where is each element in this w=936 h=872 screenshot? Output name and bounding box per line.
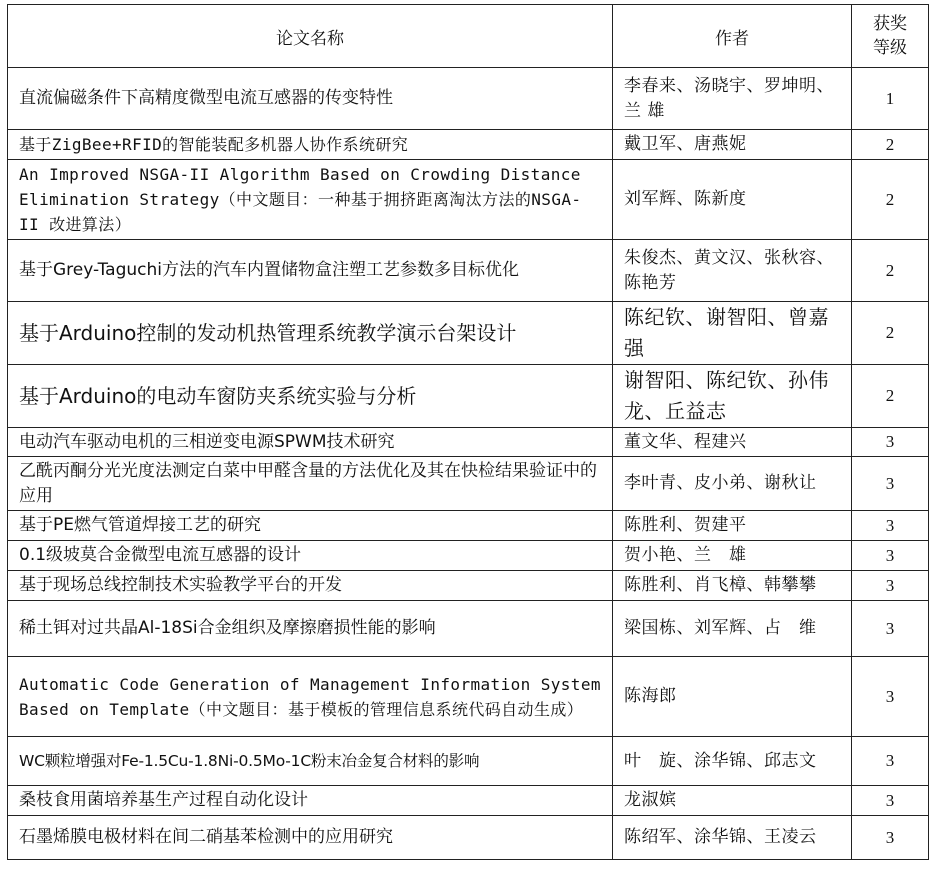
paper-authors: 董文华、程建兴 (613, 428, 852, 457)
paper-title: 基于PE燃气管道焊接工艺的研究 (8, 511, 613, 541)
paper-grade: 3 (852, 737, 929, 786)
table-row (8, 302, 929, 365)
paper-title: 基于Arduino的电动车窗防夹系统实验与分析 (8, 365, 613, 428)
table-row (8, 737, 929, 786)
paper-authors: 谢智阳、陈纪钦、孙伟龙、丘益志 (613, 365, 852, 428)
table-row (8, 786, 929, 816)
paper-authors: 龙淑嫔 (613, 786, 852, 816)
paper-grade: 2 (852, 302, 929, 365)
table-row (8, 160, 929, 240)
table-row (8, 657, 929, 737)
paper-authors: 朱俊杰、黄文汉、张秋容、陈艳芳 (613, 240, 852, 302)
paper-grade: 3 (852, 541, 929, 571)
paper-grade: 2 (852, 365, 929, 428)
paper-grade: 3 (852, 428, 929, 457)
table-row (8, 816, 929, 860)
paper-title: 基于Grey-Taguchi方法的汽车内置储物盒注塑工艺参数多目标优化 (8, 240, 613, 302)
paper-title: 0.1级坡莫合金微型电流互感器的设计 (8, 541, 613, 571)
paper-title: 乙酰丙酮分光光度法测定白菜中甲醛含量的方法优化及其在快检结果验证中的应用 (8, 457, 613, 511)
paper-grade: 1 (852, 68, 929, 130)
paper-grade: 3 (852, 571, 929, 601)
paper-grade: 3 (852, 816, 929, 860)
paper-title: Automatic Code Generation of Management Information System Based on Template（中文题目：基于模板的管理信息系统代码自动生成） (8, 657, 613, 737)
paper-grade: 3 (852, 601, 929, 657)
paper-title: An Improved NSGA-II Algorithm Based on Crowding Distance Elimination Strategy（中文题目：一种基于拥挤距离淘汰方法的NSGA-II 改进算法） (8, 160, 613, 240)
paper-title: 电动汽车驱动电机的三相逆变电源SPWM技术研究 (8, 428, 613, 457)
table-row (8, 365, 929, 428)
paper-title: 基于现场总线控制技术实验教学平台的开发 (8, 571, 613, 601)
table-row (8, 541, 929, 571)
header-author: 作者 (613, 5, 852, 68)
paper-title: 桑枝食用菌培养基生产过程自动化设计 (8, 786, 613, 816)
paper-title: 石墨烯膜电极材料在间二硝基苯检测中的应用研究 (8, 816, 613, 860)
paper-title: 稀土铒对过共晶Al-18Si合金组织及摩擦磨损性能的影响 (8, 601, 613, 657)
table-header-row (8, 5, 929, 68)
paper-title: WC颗粒增强对Fe-1.5Cu-1.8Ni-0.5Mo-1C粉末冶金复合材料的影响 (8, 737, 613, 786)
paper-title: 基于ZigBee+RFID的智能装配多机器人协作系统研究 (8, 130, 613, 160)
paper-authors: 陈胜利、贺建平 (613, 511, 852, 541)
paper-grade: 2 (852, 240, 929, 302)
paper-grade: 2 (852, 160, 929, 240)
paper-grade: 3 (852, 511, 929, 541)
paper-authors: 刘军辉、陈新度 (613, 160, 852, 240)
paper-authors: 戴卫军、唐燕妮 (613, 130, 852, 160)
paper-authors: 梁国栋、刘军辉、占 维 (613, 601, 852, 657)
paper-authors: 陈海郎 (613, 657, 852, 737)
header-grade: 获奖等级 (852, 5, 929, 68)
table-row (8, 240, 929, 302)
paper-grade: 2 (852, 130, 929, 160)
paper-authors: 李叶青、皮小弟、谢秋让 (613, 457, 852, 511)
paper-title: 基于Arduino控制的发动机热管理系统教学演示台架设计 (8, 302, 613, 365)
paper-grade: 3 (852, 657, 929, 737)
table-row (8, 68, 929, 130)
paper-grade: 3 (852, 457, 929, 511)
paper-authors: 叶 旋、涂华锦、邱志文 (613, 737, 852, 786)
table-row (8, 428, 929, 457)
table-row (8, 130, 929, 160)
table-row (8, 571, 929, 601)
paper-authors: 贺小艳、兰 雄 (613, 541, 852, 571)
paper-authors: 陈胜利、肖飞樟、韩攀攀 (613, 571, 852, 601)
header-title: 论文名称 (8, 5, 613, 68)
paper-authors: 陈纪钦、谢智阳、曾嘉强 (613, 302, 852, 365)
paper-grade: 3 (852, 786, 929, 816)
table-row (8, 601, 929, 657)
award-papers-table (7, 4, 929, 860)
paper-authors: 李春来、汤晓宇、罗坤明、兰 雄 (613, 68, 852, 130)
paper-title: 直流偏磁条件下高精度微型电流互感器的传变特性 (8, 68, 613, 130)
table-row (8, 511, 929, 541)
paper-authors: 陈绍军、涂华锦、王凌云 (613, 816, 852, 860)
table-row (8, 457, 929, 511)
